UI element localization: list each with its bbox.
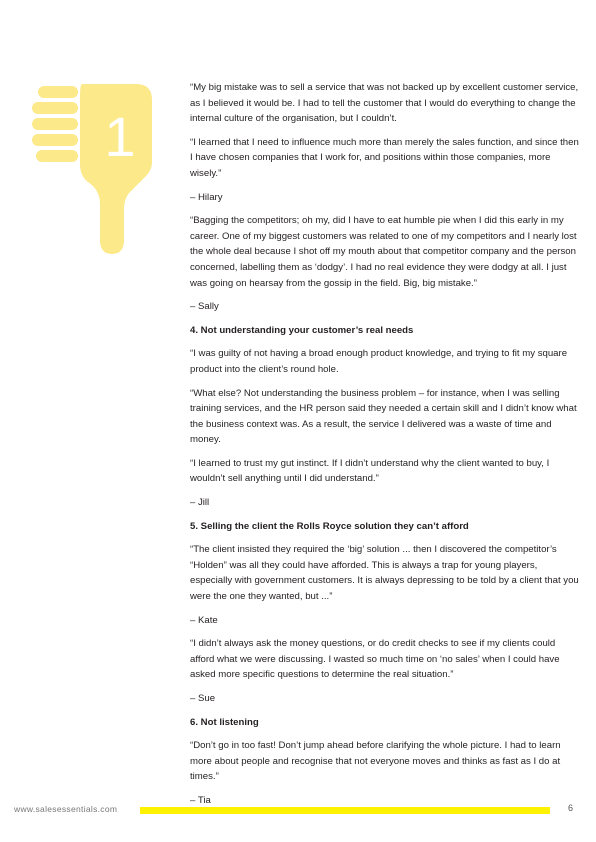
thumbs-down-icon — [28, 78, 168, 258]
quote-attribution: – Jill — [190, 497, 210, 509]
section-heading: 5. Selling the client the Rolls Royce solution they can’t afford — [190, 520, 469, 532]
quote-paragraph: “I learned that I need to influence much more than merely the sales function, and since then I have chosen companies that I work for, and positions within those companies, more wisely.” — [190, 136, 579, 179]
badge-number: 1 — [104, 105, 136, 168]
website-link[interactable]: www.salesessentials.com — [14, 804, 118, 814]
quote-paragraph: “Don’t go in too fast! Don’t jump ahead before clarifying the whole picture. I had to learn more about people and recognise that not everyone moves and thinks as fast as I do at times.” — [190, 740, 561, 783]
quote-paragraph: “The client insisted they required the ‘big’ solution ... then I discovered the competitor’s “Holden” was all they could have afforded. This is always a trap for young players, especially with government customers. It is always depressing to be told by a client that you were the one they wanted, but ...” — [190, 544, 579, 603]
quote-paragraph: “Bagging the competitors; oh my, did I have to eat humble pie when I did this early in my career. One of my biggest customers was related to one of my competitors and I nearly lost the whole deal because I shot off my mouth about that competitor company and the person concerned, labelling them as ‘dodgy’. I had no real evidence they were dodgy at all. I just was going on hearsay from the gossip in the field. Big, big mistake.” — [190, 215, 577, 289]
quote-attribution: – Tia — [190, 794, 211, 806]
article-body — [190, 80, 582, 817]
quote-paragraph: “What else? Not understanding the business problem – for instance, when I was selling training services, and the HR person said they needed a certain skill and I didn’t know what the business context was. As a result, the service I delivered was a waste of time and money. — [190, 387, 577, 446]
footer-accent-bar — [140, 807, 550, 814]
page-number: 6 — [568, 803, 574, 813]
section-heading: 4. Not understanding your customer’s real needs — [190, 324, 414, 336]
quote-paragraph: “I learned to trust my gut instinct. If I didn’t understand why the client wanted to buy, I wouldn’t sell anything until I did understand.” — [190, 457, 550, 485]
quote-attribution: – Sally — [190, 301, 219, 313]
page-footer — [0, 800, 596, 820]
quote-attribution: – Hilary — [190, 191, 223, 203]
quote-paragraph: “I was guilty of not having a broad enough product knowledge, and trying to fit my square product into the client’s round hole. — [190, 348, 568, 375]
quote-paragraph: “My big mistake was to sell a service that was not backed up by excellent customer service, as I believed it would be. I had to tell the customer that I would do everything to change the internal culture of the organisation, but I couldn’t. — [190, 82, 579, 125]
thumbs-down-graphic — [28, 78, 168, 258]
section-heading: 6. Not listening — [190, 716, 259, 728]
quote-paragraph: “I didn’t always ask the money questions, or do credit checks to see if my clients could afford what we were discussing. I wasted so much time on ‘no sales’ when I could have asked more specific questions to determine the real situation.” — [190, 638, 560, 681]
quote-attribution: – Sue — [190, 693, 216, 704]
quote-attribution: – Kate — [190, 614, 218, 626]
